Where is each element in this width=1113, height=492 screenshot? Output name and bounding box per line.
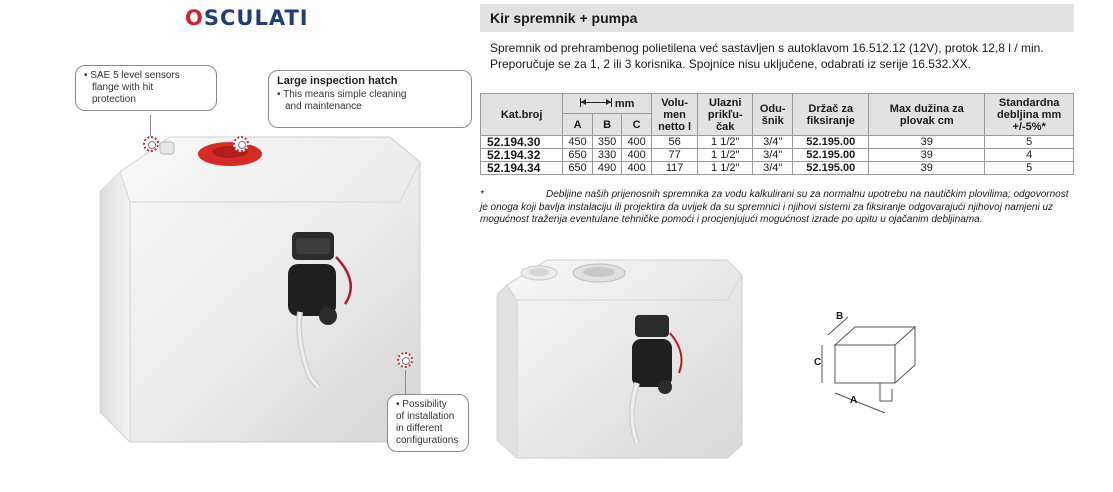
cell-inlet: 1 1/2" — [698, 149, 753, 162]
cell-vent: 3/4" — [753, 136, 793, 149]
col-inlet-line-3: čak — [716, 120, 735, 133]
installation-marker-icon — [397, 352, 413, 368]
cell-holder: 52.195.00 — [793, 136, 869, 149]
col-holder-line-2: fiksiranje — [806, 114, 855, 127]
callout-install-leader — [405, 370, 406, 394]
tank-pump-photo-small — [487, 255, 749, 460]
table-row — [481, 149, 1074, 162]
col-max-length-line-2: plovak cm — [899, 114, 954, 127]
callout-sensors-line-1: • SAE 5 level sensors — [84, 70, 180, 81]
cell-holder: 52.195.00 — [793, 149, 869, 162]
spec-table — [480, 93, 1074, 175]
callout-sensors-line-3: protection — [92, 94, 136, 105]
callout-sensors-leader — [150, 115, 151, 137]
cell-b: 330 — [592, 149, 622, 162]
callout-inspection-hatch — [268, 70, 472, 128]
callout-install-line-3: in different — [396, 423, 443, 434]
dimension-arrow-icon — [580, 98, 612, 107]
col-vent-line-2: šnik — [761, 114, 784, 127]
thickness-footnote — [480, 189, 1070, 227]
tank-small-illustration — [487, 255, 749, 460]
logo-rest: SCULATI — [203, 6, 309, 30]
col-dimensions-unit: mm — [614, 97, 635, 110]
col-inlet — [698, 94, 753, 136]
col-thickness-line-3: +/-5%* — [1012, 120, 1046, 133]
cell-max-length: 39 — [869, 149, 985, 162]
callout-sensors-line-2: flange with hit — [92, 82, 154, 93]
col-a: A — [563, 114, 593, 136]
col-max-length-line-1: Max dužina za — [889, 102, 964, 115]
footnote-text: Debljine naših prijenosnih spremnika za vodu kalkulirani su za normalnu upotrebu na nautičkim plovilima; odgovornost je onoga koji bavlja instalaciju ili projektira da uvijek da su spremnici i njihovi sistemi za fiksiranje odgovarajući njihovoj namjeni uz mogućnost traženja eventulane tehničke pomoći i procjenjujući mogućnost izrade po upitu u ojačanim debljinama. — [480, 189, 1069, 225]
cell-inlet: 1 1/2" — [698, 136, 753, 149]
col-kat: Kat.broj — [481, 94, 563, 136]
cell-kat: 52.194.34 — [481, 162, 563, 175]
cell-inlet: 1 1/2" — [698, 162, 753, 175]
col-volume-line-1: Volu- — [661, 96, 688, 109]
cell-a: 450 — [563, 136, 593, 149]
callout-hatch-line-2: and maintenance — [285, 101, 362, 112]
callout-install-line-1: • Possibility — [396, 399, 447, 410]
col-volume-line-2: men — [663, 108, 686, 121]
cell-kat: 52.194.30 — [481, 136, 563, 149]
callout-install-line-2: of installation — [396, 411, 455, 422]
osculati-logo — [185, 6, 309, 30]
callout-hatch-line-1: • This means simple cleaning — [277, 89, 407, 100]
footnote-marker: * — [480, 189, 484, 200]
col-max-length — [869, 94, 985, 136]
cell-holder: 52.195.00 — [793, 162, 869, 175]
dimension-label-a: A — [850, 395, 858, 406]
dimension-diagram — [800, 305, 920, 415]
dimension-label-b: B — [836, 311, 844, 322]
col-holder — [793, 94, 869, 136]
logo-first-letter: O — [185, 6, 204, 30]
cell-thickness: 5 — [985, 162, 1074, 175]
col-thickness-line-2: debljina mm — [997, 108, 1062, 121]
cell-max-length: 39 — [869, 136, 985, 149]
sensor-flange-marker-icon — [143, 136, 159, 152]
callout-install-line-4: configurations — [396, 435, 459, 446]
product-title: Kir spremnik + pumpa — [480, 4, 1074, 32]
col-holder-line-1: Držač za — [808, 102, 854, 115]
callout-level-sensors — [75, 65, 217, 111]
col-vent — [753, 94, 793, 136]
cell-c: 400 — [622, 149, 652, 162]
cell-kat: 52.194.32 — [481, 149, 563, 162]
col-inlet-line-1: Ulazni — [709, 96, 742, 109]
cell-a: 650 — [563, 162, 593, 175]
callout-hatch-heading: Large inspection hatch — [277, 75, 398, 87]
table-row — [481, 162, 1074, 175]
dimension-label-c: C — [814, 357, 822, 368]
cell-thickness: 4 — [985, 149, 1074, 162]
cell-b: 490 — [592, 162, 622, 175]
col-b: B — [592, 114, 622, 136]
tank-pump-photo — [60, 42, 470, 452]
cell-a: 650 — [563, 149, 593, 162]
cell-vent: 3/4" — [753, 149, 793, 162]
col-vent-line-1: Odu- — [759, 102, 786, 115]
cell-max-length: 39 — [869, 162, 985, 175]
cell-thickness: 5 — [985, 136, 1074, 149]
cell-c: 400 — [622, 136, 652, 149]
cell-volume: 77 — [651, 149, 697, 162]
product-description: Spremnik od prehrambenog polietilena već sastavljen s autoklavom 16.512.12 (12V), protok 12,8 l / min. Preporučuje se za 1, 2 ili 3 korisnika. Spojnice nisu uključene, odabrati iz serije 16.532.XX. — [490, 41, 1044, 71]
col-volume-line-3: netto l — [658, 120, 692, 133]
col-c: C — [622, 114, 652, 136]
hatch-marker-icon — [233, 136, 249, 152]
col-volume — [651, 94, 697, 136]
col-thickness-line-1: Standardna — [998, 96, 1060, 109]
table-row — [481, 136, 1074, 149]
cell-volume: 56 — [651, 136, 697, 149]
cell-c: 400 — [622, 162, 652, 175]
col-inlet-line-2: prikľu- — [707, 108, 743, 121]
callout-installation — [387, 394, 469, 452]
col-thickness — [985, 94, 1074, 136]
col-dimensions — [563, 94, 652, 114]
cell-volume: 117 — [651, 162, 697, 175]
cell-vent: 3/4" — [753, 162, 793, 175]
cell-b: 350 — [592, 136, 622, 149]
